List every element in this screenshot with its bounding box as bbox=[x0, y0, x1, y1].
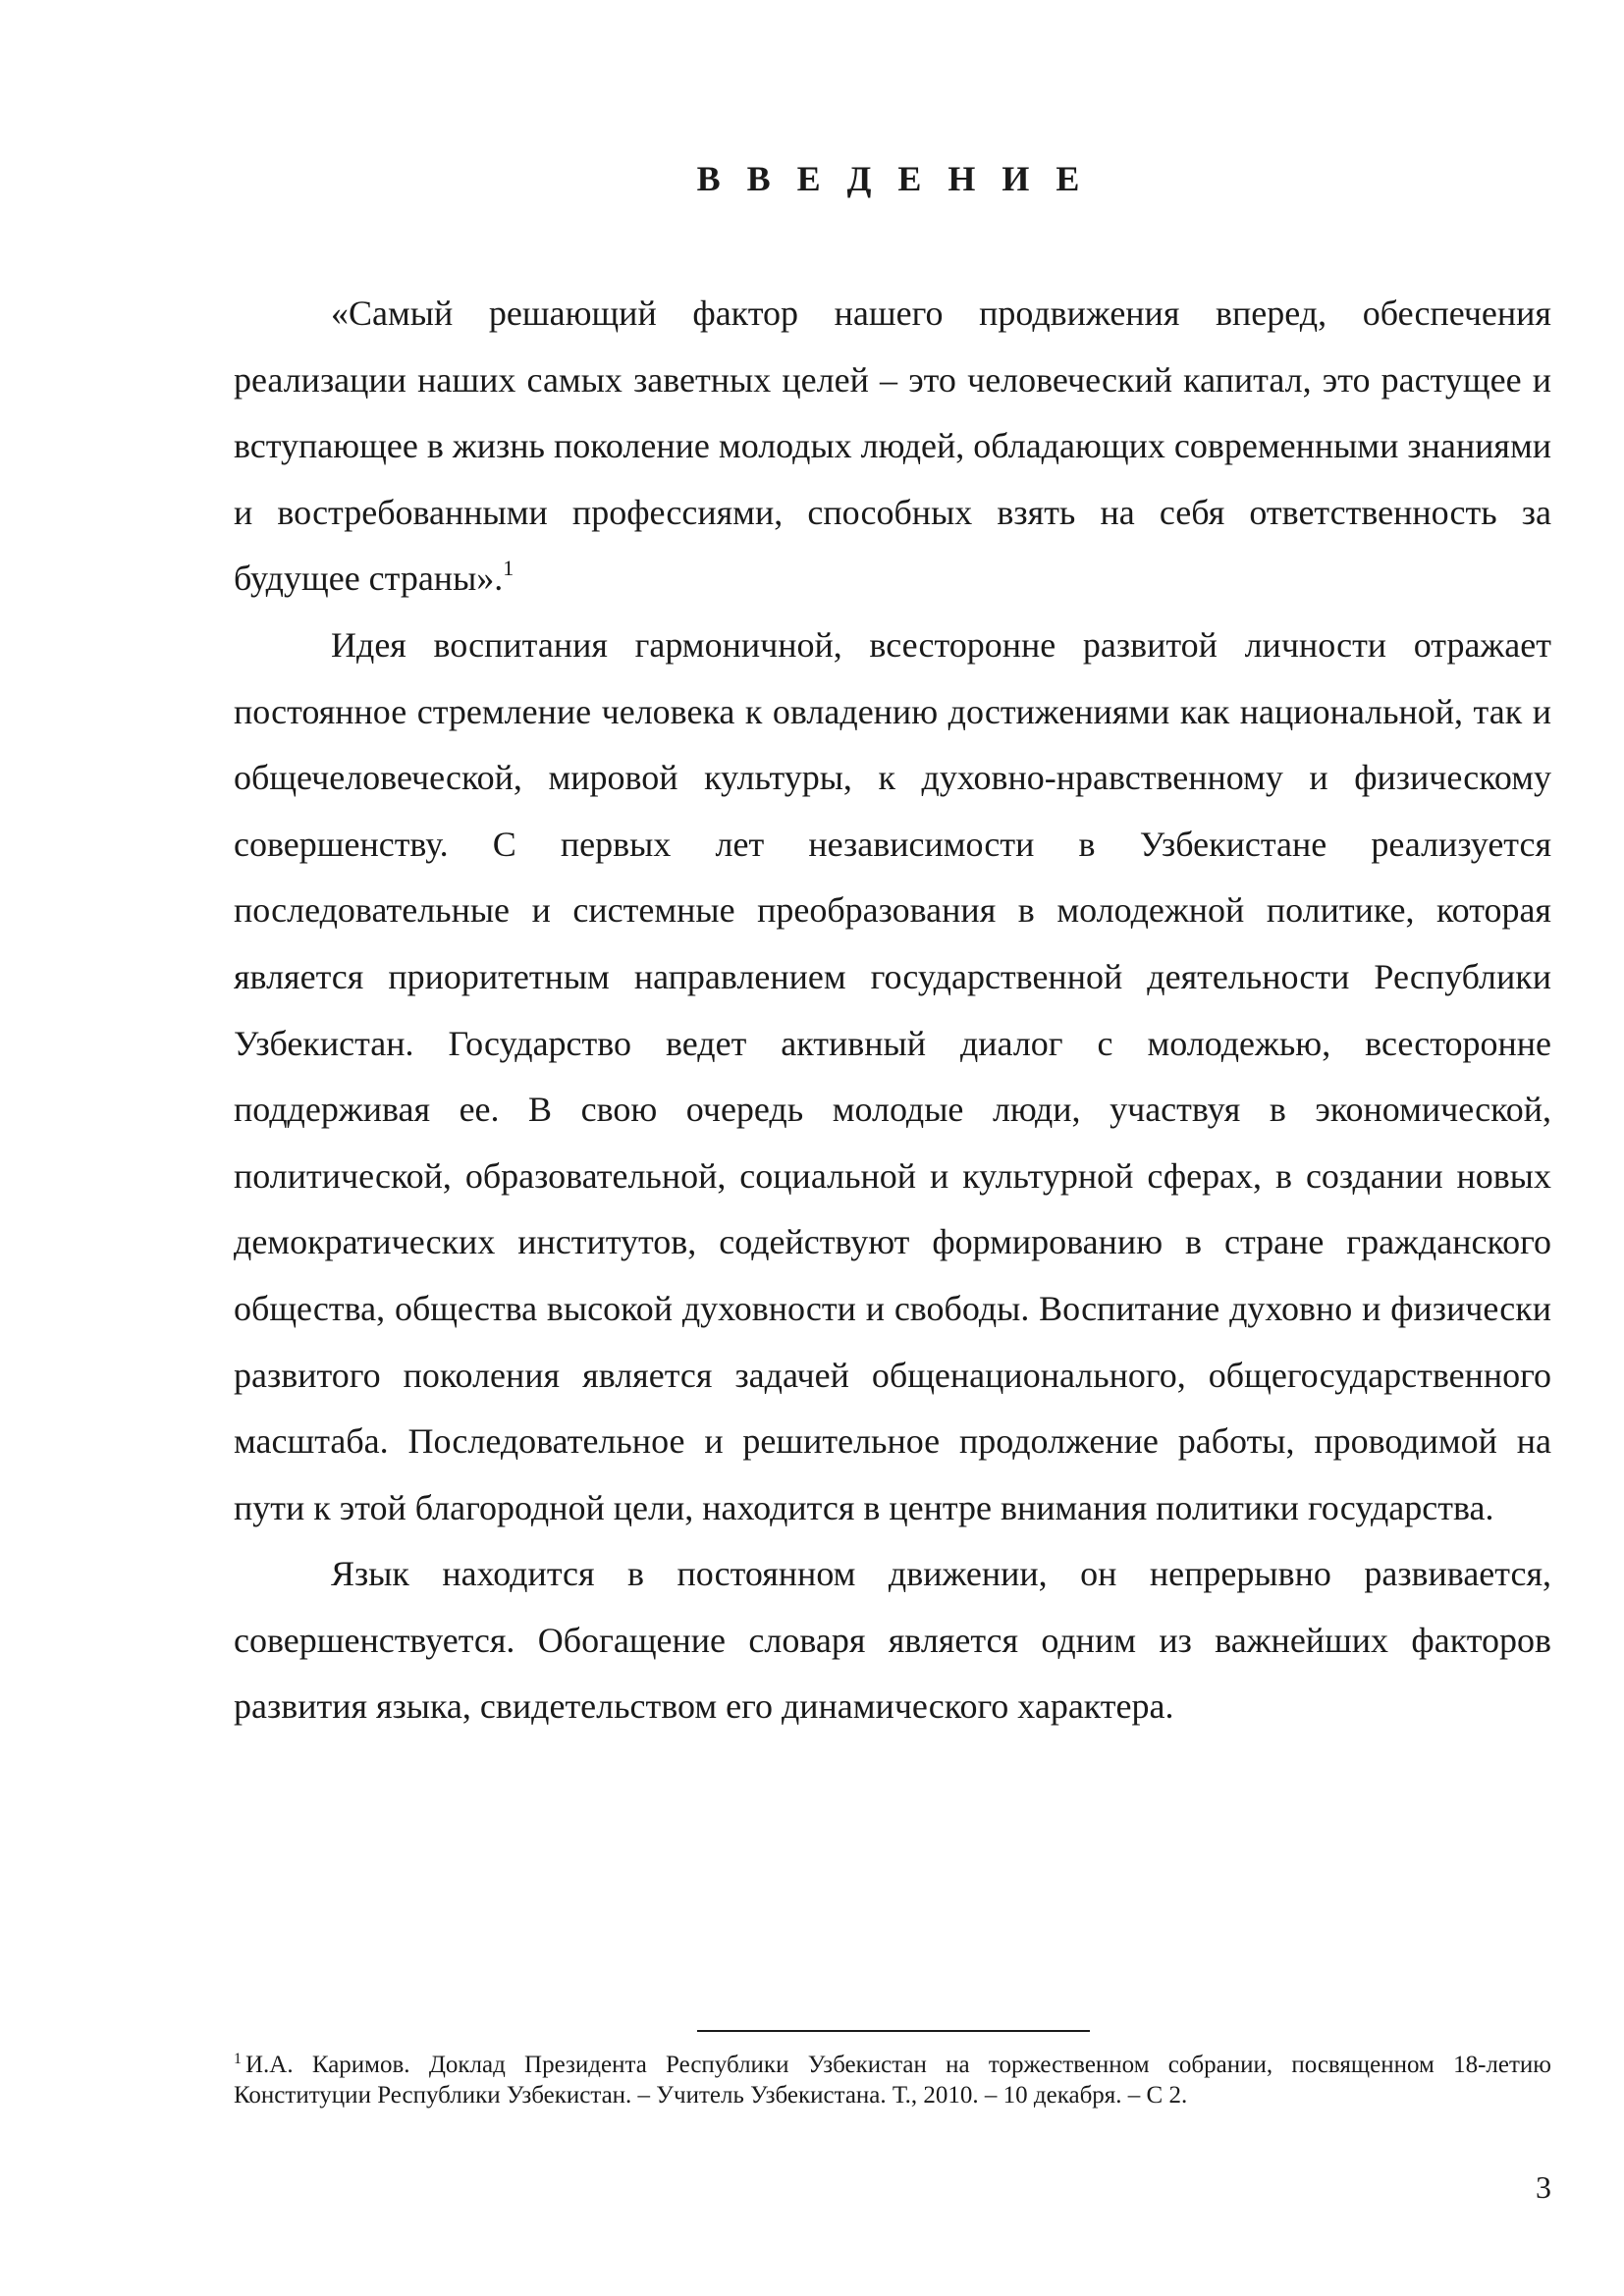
paragraph-language-text: Язык находится в постоянном движении, он непрерывно развивается, совершенствуется. Обогащение словаря является одним из важнейших факторов развития языка, свидетельством его динамического характера. bbox=[234, 1554, 1551, 1727]
footnote-separator bbox=[697, 2030, 1090, 2032]
section-heading: В В Е Д Е Н И Е bbox=[696, 159, 1089, 198]
paragraph-quote-text: «Самый решающий фактор нашего продвижения вперед, обеспечения реализации наших самых заветных целей – это человеческий капитал, это растущее и вступающее в жизнь поколение молодых людей, обладающих современными знаниями и востребованными профессиями, способных взять на себя ответственность за будущее страны». bbox=[234, 294, 1551, 599]
paragraph-personality-text: Идея воспитания гармоничной, всесторонне развитой личности отражает постоянное стремление человека к овладению достижениями как национальной, так и общечеловеческой, мировой культуры, к духовно-нравственному и физическому совершенству. С первых лет независимости в Узбекистане реализуется последовательные и системные преобразования в молодежной политике, которая является приоритетным направлением государственной деятельности Республики Узбекистан. Государство ведет активный диалог с молодежью, всесторонне поддерживая ее. В свою очередь молодые люди, участвуя в экономической, политической, образовательной, социальной и культурной сферах, в создании новых демократических институтов, содействуют формированию в стране гражданского общества, общества высокой духовности и свободы. Воспитание духовно и физически развитого поколения является задачей общенационального, общегосударственного масштаба. Последовательное и решительное продолжение работы, проводимой на пути к этой благородной цели, находится в центре внимания политики государства. bbox=[234, 624, 1551, 1527]
footnote-text: И.А. Каримов. Доклад Президента Республики Узбекистан на торжественном собрании, посвященном 18-летию Конституции Республики Узбекистан. – Учитель Узбекистана. Т., 2010. – 10 декабря. – С 2. bbox=[234, 2052, 1551, 2109]
paragraph-quote bbox=[234, 281, 1551, 613]
paragraph-language bbox=[234, 1541, 1551, 1740]
body-text bbox=[234, 281, 1551, 1740]
footnote bbox=[234, 2050, 1551, 2110]
page-number: 3 bbox=[1536, 2169, 1551, 2205]
paragraph-personality bbox=[234, 613, 1551, 1541]
footnote-number: 1 bbox=[234, 2050, 242, 2067]
footnote-reference: 1 bbox=[503, 556, 514, 581]
